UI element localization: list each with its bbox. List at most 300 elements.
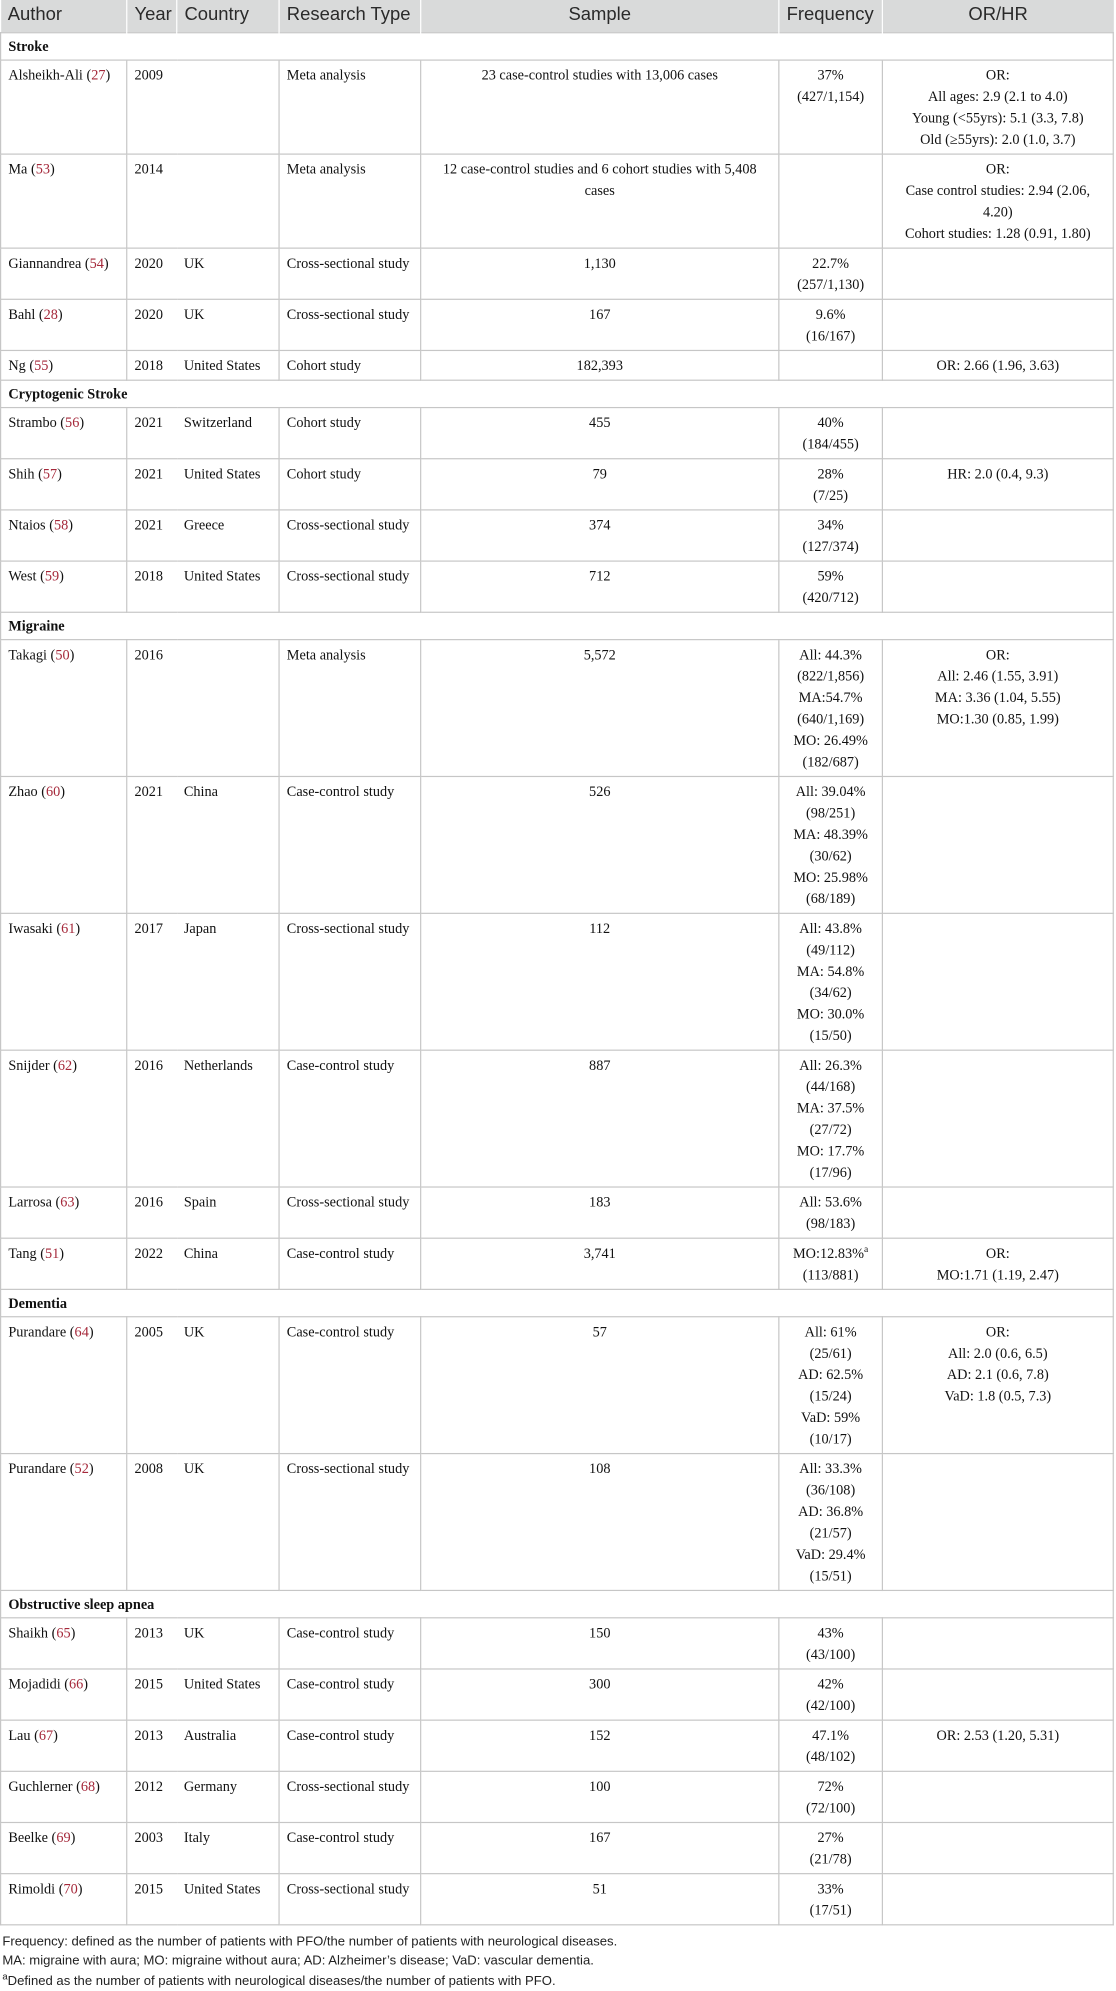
year-cell: 2008 xyxy=(127,1453,177,1590)
frequency-line xyxy=(787,462,875,483)
author-name: Giannandrea xyxy=(8,254,82,271)
author-cell: Strambo (56) xyxy=(1,407,127,458)
country-cell: UK xyxy=(177,1617,279,1668)
author-name: Purandare xyxy=(8,1459,67,1477)
frequency-cell xyxy=(779,1720,883,1771)
reference-link[interactable]: 65 xyxy=(56,1623,71,1641)
section-row xyxy=(1,32,1114,59)
or-hr-line: OR: 2.66 (1.96, 3.63) xyxy=(936,356,1060,374)
reference-link[interactable]: 51 xyxy=(45,1244,60,1261)
or-hr-cell xyxy=(882,1822,1113,1873)
frequency-line xyxy=(787,844,875,865)
reference-link[interactable]: 61 xyxy=(61,919,76,937)
table-row xyxy=(1,639,1114,776)
table-row xyxy=(1,1187,1114,1238)
or-hr-cell xyxy=(882,350,1113,380)
research-type-cell: Cross-sectional study xyxy=(279,1453,421,1590)
frequency-line xyxy=(787,1097,875,1118)
frequency-line xyxy=(787,1522,875,1543)
or-hr-line: OR: xyxy=(985,66,1010,83)
sample-cell: 182,393 xyxy=(421,350,779,380)
research-type-cell: Cross-sectional study xyxy=(279,299,421,350)
frequency-line xyxy=(787,586,875,607)
author-name: Lau xyxy=(8,1726,31,1743)
frequency-text: 33% xyxy=(817,1879,844,1897)
reference-link[interactable]: 69 xyxy=(56,1828,71,1846)
or-hr-line: All ages: 2.9 (2.1 to 4.0) xyxy=(927,87,1068,105)
country-cell: United States xyxy=(177,350,279,380)
frequency-line xyxy=(787,1775,875,1796)
frequency-text: (48/102) xyxy=(806,1747,856,1765)
or-hr-line: MA: 3.36 (1.04, 5.55) xyxy=(934,688,1061,706)
section-title: Stroke xyxy=(1,32,1114,59)
reference-link[interactable]: 28 xyxy=(43,305,58,323)
or-hr-cell xyxy=(882,1238,1113,1289)
frequency-text: VaD: 29.4% xyxy=(795,1545,866,1562)
section-title: Migraine xyxy=(1,612,1114,639)
author-cell: Beelke (69) xyxy=(1,1822,127,1873)
frequency-text: 47.1% xyxy=(812,1726,850,1743)
or-hr-cell xyxy=(882,299,1113,350)
or-hr-line: OR: xyxy=(985,645,1010,663)
reference-link[interactable]: 62 xyxy=(57,1056,73,1073)
reference-link[interactable]: 53 xyxy=(35,160,50,177)
or-hr-cell xyxy=(882,1617,1113,1668)
frequency-text: (21/78) xyxy=(809,1849,852,1867)
author-name: West xyxy=(8,567,37,584)
frequency-text: All: 53.6% xyxy=(799,1193,862,1210)
research-type-cell: Cohort study xyxy=(279,350,421,380)
frequency-text: All: 39.04% xyxy=(795,782,866,800)
year-cell: 2015 xyxy=(127,1873,177,1924)
year-cell: 2017 xyxy=(127,913,177,1050)
or-hr-line: All: 2.46 (1.55, 3.91) xyxy=(937,667,1059,684)
frequency-line xyxy=(787,252,875,273)
frequency-text: (27/72) xyxy=(809,1120,852,1138)
country-cell: Netherlands xyxy=(177,1050,279,1187)
research-type-cell: Case-control study xyxy=(279,1822,421,1873)
author-cell: Iwasaki (61) xyxy=(1,913,127,1050)
or-hr-line: OR: 2.53 (1.20, 5.31) xyxy=(936,1726,1060,1743)
frequency-text: (15/51) xyxy=(809,1566,852,1584)
frequency-line xyxy=(787,802,875,823)
frequency-text: 72% xyxy=(817,1777,844,1795)
table-body xyxy=(1,32,1114,1924)
frequency-line xyxy=(787,780,875,801)
sample-cell: 57 xyxy=(421,1316,779,1453)
frequency-text: (36/108) xyxy=(806,1481,856,1498)
table-row xyxy=(1,350,1114,380)
frequency-cell xyxy=(779,1668,883,1719)
year-cell: 2013 xyxy=(127,1617,177,1668)
reference-link[interactable]: 27 xyxy=(91,66,106,83)
frequency-text: 37% xyxy=(817,66,844,83)
research-type-cell: Meta analysis xyxy=(279,154,421,248)
author-name: Tang xyxy=(8,1244,37,1261)
research-type-cell: Cross-sectional study xyxy=(279,509,421,560)
country-cell: Germany xyxy=(177,1771,279,1822)
author-name: Rimoldi xyxy=(8,1879,56,1897)
frequency-line xyxy=(787,1543,875,1564)
table-row xyxy=(1,248,1114,299)
or-hr-cell xyxy=(882,248,1113,299)
sample-cell: 100 xyxy=(421,1771,779,1822)
frequency-line xyxy=(787,85,875,106)
country-cell: Japan xyxy=(177,913,279,1050)
frequency-cell xyxy=(779,776,883,913)
country-cell: China xyxy=(177,776,279,913)
frequency-text: (182/687) xyxy=(802,752,859,770)
frequency-text: All: 61% xyxy=(804,1322,857,1340)
author-cell: Zhao (60) xyxy=(1,776,127,913)
frequency-line xyxy=(787,665,875,686)
year-cell: 2005 xyxy=(127,1316,177,1453)
author-name: Ng xyxy=(8,356,26,374)
or-hr-line: Case control studies: 2.94 (2.06, 4.20) xyxy=(905,181,1091,220)
frequency-text: (420/712) xyxy=(802,588,859,606)
header-year: Year xyxy=(127,0,177,32)
frequency-cell xyxy=(779,1453,883,1590)
frequency-text: 28% xyxy=(817,464,844,482)
reference-link[interactable]: 56 xyxy=(65,413,80,431)
year-cell: 2015 xyxy=(127,1668,177,1719)
frequency-line xyxy=(787,565,875,586)
sample-cell: 526 xyxy=(421,776,779,913)
or-hr-cell xyxy=(882,561,1113,612)
frequency-text: AD: 62.5% xyxy=(798,1365,864,1383)
frequency-text: AD: 36.8% xyxy=(798,1502,864,1520)
footnote-abbreviations: MA: migraine with aura; MO: migraine without aura; AD: Alzheimer’s disease; VaD: vascular dementia. xyxy=(2,1954,594,1969)
year-cell: 2021 xyxy=(127,458,177,509)
frequency-cell xyxy=(779,154,883,248)
year-cell: 2020 xyxy=(127,248,177,299)
or-hr-cell xyxy=(882,1873,1113,1924)
frequency-text: MA:54.7% xyxy=(798,688,863,706)
country-cell: Greece xyxy=(177,509,279,560)
frequency-text: VaD: 59% xyxy=(801,1408,861,1426)
year-cell: 2003 xyxy=(127,1822,177,1873)
frequency-footnote-mark: a xyxy=(863,1243,869,1254)
frequency-text: (184/455) xyxy=(802,435,859,452)
table-row xyxy=(1,561,1114,612)
frequency-cell xyxy=(779,561,883,612)
frequency-line xyxy=(787,1479,875,1500)
frequency-line xyxy=(787,1673,875,1694)
author-cell: Shih (57) xyxy=(1,458,127,509)
frequency-line xyxy=(787,1564,875,1585)
year-cell: 2021 xyxy=(127,776,177,913)
reference-link[interactable]: 59 xyxy=(44,567,60,584)
or-hr-cell xyxy=(882,1316,1113,1453)
reference-link[interactable]: 50 xyxy=(55,645,70,663)
year-cell: 2021 xyxy=(127,509,177,560)
frequency-cell xyxy=(779,1238,883,1289)
or-hr-cell xyxy=(882,913,1113,1050)
frequency-line xyxy=(787,1621,875,1642)
sample-cell: 300 xyxy=(421,1668,779,1719)
country-cell: UK xyxy=(177,248,279,299)
year-cell: 2020 xyxy=(127,299,177,350)
frequency-text: 27% xyxy=(817,1828,844,1846)
frequency-line xyxy=(787,1342,875,1363)
frequency-line xyxy=(787,1385,875,1406)
country-cell: Spain xyxy=(177,1187,279,1238)
frequency-line xyxy=(787,981,875,1002)
frequency-line xyxy=(787,535,875,556)
frequency-text: MA: 48.39% xyxy=(793,825,868,843)
frequency-line xyxy=(787,1406,875,1427)
footnote-a xyxy=(2,1971,1115,1991)
reference-link[interactable]: 66 xyxy=(69,1675,84,1692)
or-hr-line: MO:1.30 (0.85, 1.99) xyxy=(936,709,1059,727)
sample-cell: 108 xyxy=(421,1453,779,1590)
country-cell: UK xyxy=(177,1316,279,1453)
frequency-text: 22.7% xyxy=(812,254,850,271)
footnote-a-text: Defined as the number of patients with neurological diseases/the number of patients with PFO. xyxy=(7,1973,556,1989)
table-row xyxy=(1,509,1114,560)
author-name: Takagi xyxy=(8,645,47,663)
author-cell: Shaikh (65) xyxy=(1,1617,127,1668)
frequency-cell xyxy=(779,350,883,380)
author-cell: Lau (67) xyxy=(1,1720,127,1771)
frequency-cell xyxy=(779,1316,883,1453)
frequency-text: (427/1,154) xyxy=(797,87,865,105)
reference-link[interactable]: 68 xyxy=(80,1777,96,1795)
country-cell xyxy=(177,60,279,154)
or-hr-cell xyxy=(882,509,1113,560)
frequency-text: (30/62) xyxy=(809,846,852,864)
frequency-line xyxy=(787,484,875,505)
sample-cell: 1,130 xyxy=(421,248,779,299)
frequency-line xyxy=(787,823,875,844)
author-cell: Bahl (28) xyxy=(1,299,127,350)
or-hr-cell xyxy=(882,1668,1113,1719)
country-cell: United States xyxy=(177,458,279,509)
author-cell: Alsheikh-Ali (27) xyxy=(1,60,127,154)
frequency-line xyxy=(787,1161,875,1182)
author-cell: Guchlerner (68) xyxy=(1,1771,127,1822)
frequency-text: (17/96) xyxy=(809,1163,852,1180)
author-name: Alsheikh-Ali xyxy=(8,66,83,83)
frequency-line xyxy=(787,1263,875,1284)
frequency-text: MO:12.83% xyxy=(792,1244,864,1261)
table-row xyxy=(1,154,1114,248)
research-type-cell: Case-control study xyxy=(279,1720,421,1771)
sample-cell: 150 xyxy=(421,1617,779,1668)
year-cell: 2009 xyxy=(127,60,177,154)
research-type-cell: Cross-sectional study xyxy=(279,913,421,1050)
section-title: Obstructive sleep apnea xyxy=(1,1590,1114,1617)
frequency-line xyxy=(787,433,875,454)
year-cell: 2018 xyxy=(127,561,177,612)
table-row xyxy=(1,1453,1114,1590)
frequency-text: 9.6% xyxy=(815,305,846,323)
frequency-line xyxy=(787,1242,875,1263)
sample-cell: 374 xyxy=(421,509,779,560)
or-hr-cell xyxy=(882,154,1113,248)
frequency-text: All: 26.3% xyxy=(799,1056,862,1073)
country-cell: United States xyxy=(177,1873,279,1924)
reference-link[interactable]: 55 xyxy=(34,356,49,374)
country-cell: UK xyxy=(177,299,279,350)
frequency-cell xyxy=(779,248,883,299)
frequency-line xyxy=(787,938,875,959)
country-cell: UK xyxy=(177,1453,279,1590)
or-hr-cell xyxy=(882,639,1113,776)
frequency-line xyxy=(787,643,875,664)
frequency-line xyxy=(787,1826,875,1847)
frequency-line xyxy=(787,1899,875,1920)
section-row xyxy=(1,1590,1114,1617)
frequency-line xyxy=(787,686,875,707)
reference-link[interactable]: 63 xyxy=(60,1193,75,1210)
author-name: Ma xyxy=(8,160,28,177)
or-hr-line: Old (≥55yrs): 2.0 (1.0, 3.7) xyxy=(920,130,1076,148)
table-row xyxy=(1,1668,1114,1719)
or-hr-line: OR: xyxy=(985,160,1010,177)
reference-link[interactable]: 52 xyxy=(74,1459,89,1477)
research-type-cell: Case-control study xyxy=(279,1617,421,1668)
frequency-line xyxy=(787,64,875,85)
header-research-type: Research Type xyxy=(279,0,421,32)
frequency-text: 42% xyxy=(817,1675,844,1692)
or-hr-line: HR: 2.0 (0.4, 9.3) xyxy=(947,464,1049,482)
frequency-line xyxy=(787,1191,875,1212)
footnote-a-mark: a xyxy=(2,1970,8,1982)
author-cell: Ma (53) xyxy=(1,154,127,248)
header-or-hr: OR/HR xyxy=(882,0,1113,32)
or-hr-line: MO:1.71 (1.19, 2.47) xyxy=(936,1265,1059,1283)
frequency-text: MA: 37.5% xyxy=(796,1099,865,1116)
frequency-cell xyxy=(779,299,883,350)
table-row xyxy=(1,407,1114,458)
frequency-line xyxy=(787,1024,875,1045)
frequency-line xyxy=(787,324,875,345)
country-cell: United States xyxy=(177,561,279,612)
or-hr-cell xyxy=(882,1050,1113,1187)
sample-cell: 455 xyxy=(421,407,779,458)
frequency-text: (21/57) xyxy=(809,1523,852,1541)
or-hr-cell xyxy=(882,1720,1113,1771)
frequency-text: (42/100) xyxy=(806,1696,856,1714)
frequency-text: (7/25) xyxy=(813,486,849,503)
frequency-line xyxy=(787,1877,875,1898)
author-cell: Rimoldi (70) xyxy=(1,1873,127,1924)
frequency-text: MA: 54.8% xyxy=(796,962,865,979)
table-row xyxy=(1,1238,1114,1289)
sample-cell: 152 xyxy=(421,1720,779,1771)
sample-cell: 887 xyxy=(421,1050,779,1187)
country-cell: Italy xyxy=(177,1822,279,1873)
section-row xyxy=(1,1289,1114,1316)
or-hr-line: OR: xyxy=(985,1322,1010,1340)
author-name: Bahl xyxy=(8,305,36,323)
table-footnotes xyxy=(0,1925,1116,1991)
author-cell: Purandare (64) xyxy=(1,1316,127,1453)
or-hr-line: AD: 2.1 (0.6, 7.8) xyxy=(946,1365,1049,1383)
header-country: Country xyxy=(177,0,279,32)
research-type-cell: Meta analysis xyxy=(279,60,421,154)
frequency-text: (25/61) xyxy=(809,1344,852,1361)
frequency-line xyxy=(787,1457,875,1478)
frequency-text: MO: 17.7% xyxy=(796,1141,865,1159)
frequency-line xyxy=(787,750,875,771)
reference-link[interactable]: 64 xyxy=(74,1322,89,1340)
reference-link[interactable]: 58 xyxy=(53,515,69,533)
or-hr-line: Cohort studies: 1.28 (0.91, 1.80) xyxy=(904,224,1091,242)
frequency-text: (16/167) xyxy=(806,326,856,344)
or-hr-cell xyxy=(882,60,1113,154)
frequency-text: (98/183) xyxy=(806,1214,856,1232)
frequency-line xyxy=(787,273,875,294)
footnote-frequency: Frequency: defined as the number of patients with PFO/the number of patients with neurological diseases. xyxy=(2,1934,618,1949)
sample-cell: 12 case-control studies and 6 cohort studies with 5,408 cases xyxy=(421,154,779,248)
frequency-line xyxy=(787,514,875,535)
or-hr-line: OR: xyxy=(985,1244,1010,1261)
research-type-cell: Case-control study xyxy=(279,1668,421,1719)
sample-cell: 712 xyxy=(421,561,779,612)
frequency-text: (98/251) xyxy=(806,803,856,821)
frequency-text: (17/51) xyxy=(809,1901,852,1918)
frequency-line xyxy=(787,1075,875,1096)
year-cell: 2014 xyxy=(127,154,177,248)
reference-link[interactable]: 67 xyxy=(38,1726,54,1743)
frequency-cell xyxy=(779,1050,883,1187)
sample-cell: 23 case-control studies with 13,006 cases xyxy=(421,60,779,154)
frequency-cell xyxy=(779,1771,883,1822)
frequency-text: MO: 25.98% xyxy=(793,868,868,885)
country-cell xyxy=(177,639,279,776)
frequency-text: 43% xyxy=(817,1623,844,1641)
author-cell: Purandare (52) xyxy=(1,1453,127,1590)
reference-link[interactable]: 57 xyxy=(42,464,58,482)
section-row xyxy=(1,612,1114,639)
frequency-line xyxy=(787,1003,875,1024)
table-row xyxy=(1,1720,1114,1771)
author-name: Shih xyxy=(8,464,35,482)
country-cell: Switzerland xyxy=(177,407,279,458)
sample-cell: 51 xyxy=(421,1873,779,1924)
reference-link[interactable]: 70 xyxy=(63,1879,78,1897)
frequency-text: (44/168) xyxy=(806,1077,856,1095)
research-type-cell: Meta analysis xyxy=(279,639,421,776)
author-cell: Takagi (50) xyxy=(1,639,127,776)
sample-cell: 3,741 xyxy=(421,1238,779,1289)
frequency-text: (15/24) xyxy=(809,1387,852,1404)
frequency-text: (113/881) xyxy=(802,1265,859,1283)
reference-link[interactable]: 60 xyxy=(46,782,61,800)
frequency-cell xyxy=(779,913,883,1050)
header-sample: Sample xyxy=(421,0,779,32)
table-row xyxy=(1,1316,1114,1453)
reference-link[interactable]: 54 xyxy=(89,254,104,271)
table-row xyxy=(1,60,1114,154)
frequency-cell xyxy=(779,60,883,154)
or-hr-cell xyxy=(882,1771,1113,1822)
author-name: Shaikh xyxy=(8,1623,49,1641)
frequency-line xyxy=(787,729,875,750)
or-hr-cell xyxy=(882,407,1113,458)
author-cell: Ng (55) xyxy=(1,350,127,380)
author-name: Iwasaki xyxy=(8,919,53,937)
frequency-line xyxy=(787,1320,875,1341)
research-type-cell: Cohort study xyxy=(279,407,421,458)
year-cell: 2016 xyxy=(127,639,177,776)
frequency-line xyxy=(787,1140,875,1161)
frequency-line xyxy=(787,1118,875,1139)
table-row xyxy=(1,1873,1114,1924)
or-hr-cell xyxy=(882,776,1113,913)
